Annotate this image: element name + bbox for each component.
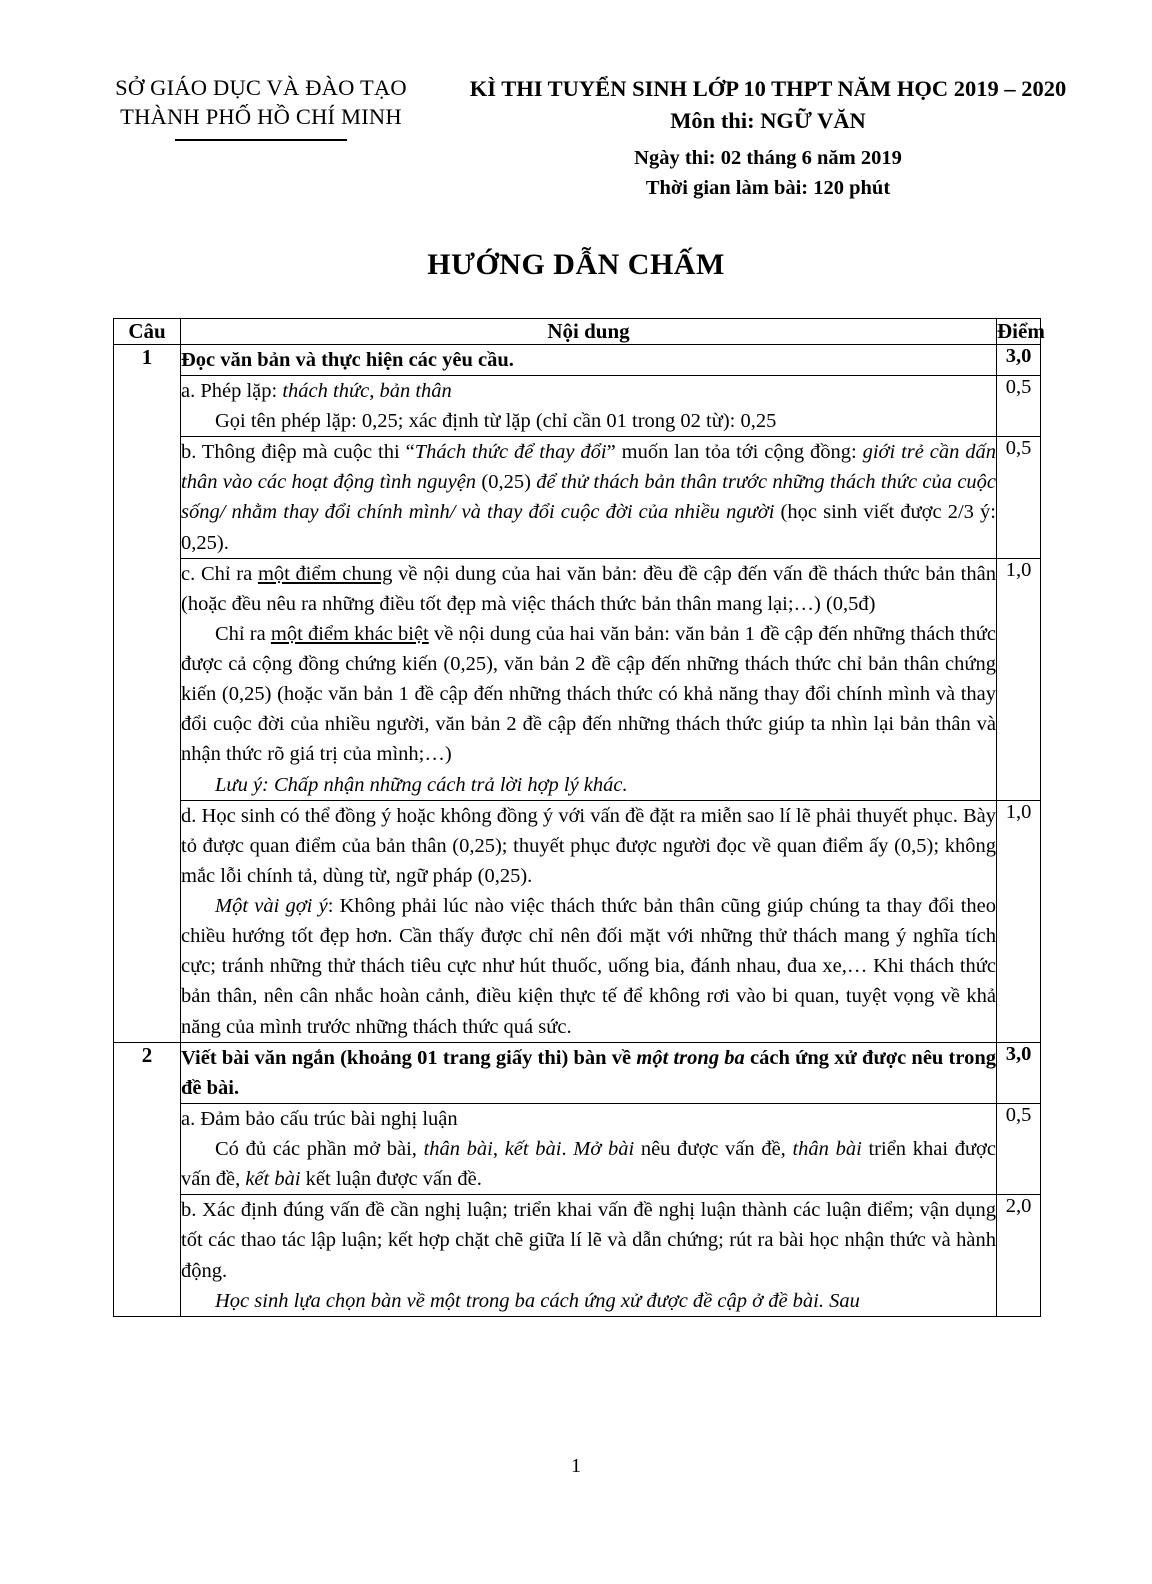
content-cell-q1-a	[181, 375, 997, 436]
grading-table-wrapper	[0, 318, 1152, 1317]
column-header-cau: Câu	[114, 318, 181, 344]
content-paragraph: a. Phép lặp: thách thức, bản thân	[181, 379, 452, 402]
content-cell-q2-title	[181, 1042, 997, 1103]
content-paragraph: c. Chỉ ra một điểm chung về nội dung của hai văn bản: đều đề cập đến vấn đề thách thức bản thân (hoặc đều nêu ra những điều tốt đẹp mà việc thách thức bản thân mang lại;…) (0,5đ)	[181, 562, 996, 615]
question-number-cell: 2	[114, 1042, 181, 1316]
content-paragraph: Đọc văn bản và thực hiện các yêu cầu.	[181, 348, 514, 371]
authority-underline-rule	[175, 139, 347, 141]
score-cell-q1-title: 3,0	[997, 344, 1041, 375]
authority-line-1: SỞ GIÁO DỤC VÀ ĐÀO TẠO	[115, 75, 407, 100]
table-row	[114, 1195, 1041, 1317]
grading-table	[113, 318, 1045, 1317]
content-paragraph: d. Học sinh có thể đồng ý hoặc không đồng ý với vấn đề đặt ra miễn sao lí lẽ phải thuyết phục. Bày tỏ được quan điểm của bản thân (0,25); thuyết phục được người đọc về quan điểm ấy (0,5); không mắc lỗi chính tả, dùng từ, ngữ pháp (0,25).	[181, 804, 996, 887]
content-paragraph: b. Xác định đúng vấn đề cần nghị luận; triển khai vấn đề nghị luận thành các luận điểm; vận dụng tốt các thao tác lập luận; kết hợp chặt chẽ giữa lí lẽ và dẫn chứng; rút ra bài học nhận thức và hành động.	[181, 1199, 996, 1282]
table-row	[114, 1103, 1041, 1194]
content-cell-q2-a	[181, 1103, 997, 1194]
score-cell-q2-a: 0,5	[997, 1103, 1041, 1194]
issuing-authority-block	[96, 74, 426, 141]
content-paragraph: Gọi tên phép lặp: 0,25; xác định từ lặp (chỉ cần 01 trong 02 từ): 0,25	[215, 410, 777, 433]
exam-title-line: KÌ THI TUYỂN SINH LỚP 10 THPT NĂM HỌC 2019 – 2020	[469, 76, 1067, 101]
content-paragraph: Viết bài văn ngắn (khoảng 01 trang giấy thi) bàn về một trong ba cách ứng xử được nêu trong đề bài.	[181, 1046, 996, 1099]
table-row	[114, 1042, 1041, 1103]
table-row	[114, 558, 1041, 800]
score-cell-q1-d: 1,0	[997, 800, 1041, 1042]
score-cell-q1-c: 1,0	[997, 558, 1041, 800]
table-header-row	[114, 318, 1041, 344]
content-paragraph: Có đủ các phần mở bài, thân bài, kết bài. Mở bài nêu được vấn đề, thân bài triển khai được vấn đề, kết bài kết luận được vấn đề.	[181, 1138, 996, 1191]
column-header-diem: Điểm	[997, 318, 1045, 343]
content-paragraph: Lưu ý: Chấp nhận những cách trả lời hợp lý khác.	[215, 773, 628, 796]
content-cell-q1-title	[181, 344, 997, 375]
content-paragraph: Một vài gợi ý: Không phải lúc nào việc thách thức bản thân cũng giúp chúng ta thay đổi theo chiều hướng tốt đẹp hơn. Cần thấy được chỉ nên đối mặt với những thử thách mang ý nghĩa tích cực; tránh những thử thách tiêu cực như hút thuốc, uống bia, đánh nhau, đua xe,… Khi thách thức bản thân, nên cân nhắc hoàn cảnh, điều kiện thực tế để không rơi vào bi quan, tuyệt vọng về khả năng của mình trước những thách thức quá sức.	[181, 895, 996, 1038]
column-header-noi-dung: Nội dung	[181, 318, 997, 344]
content-paragraph: b. Thông điệp mà cuộc thi “Thách thức để thay đổi” muốn lan tỏa tới cộng đồng: giới trẻ cần dấn thân vào các hoạt động tình nguyện (0,25) để thử thách bản thân trước những thách thức của cuộc sống/ nhằm thay đổi chính mình/ và thay đổi cuộc đời của nhiều người (học sinh viết được 2/3 ý: 0,25).	[181, 441, 997, 554]
question-number-cell: 1	[114, 344, 181, 1042]
page-title: HƯỚNG DẪN CHẤM	[427, 247, 725, 281]
document-header	[0, 0, 1152, 202]
score-cell-q1-a: 0,5	[997, 375, 1041, 436]
table-body	[114, 344, 1041, 1316]
table-row	[114, 344, 1041, 375]
table-row	[114, 800, 1041, 1042]
content-cell-q2-b	[181, 1195, 997, 1317]
score-cell-q2-b: 2,0	[997, 1195, 1041, 1317]
exam-duration-line: Thời gian làm bài: 120 phút	[645, 177, 891, 200]
exam-info-block	[426, 74, 1092, 202]
page-number: 1	[571, 1455, 581, 1477]
content-cell-q1-d	[181, 800, 997, 1042]
content-paragraph: Học sinh lựa chọn bàn về một trong ba cách ứng xử được đề cập ở đề bài. Sau	[215, 1289, 860, 1312]
table-header	[114, 318, 1045, 344]
score-cell-q1-b: 0,5	[997, 437, 1041, 559]
authority-line-2: THÀNH PHỐ HỒ CHÍ MINH	[120, 103, 402, 129]
table-row	[114, 375, 1041, 436]
table-row	[114, 437, 1041, 559]
content-paragraph: a. Đảm bảo cấu trúc bài nghị luận	[181, 1107, 458, 1130]
exam-subject-line: Môn thi: NGỮ VĂN	[670, 108, 866, 134]
content-cell-q1-c	[181, 558, 997, 800]
exam-date-line: Ngày thi: 02 tháng 6 năm 2019	[634, 146, 902, 169]
score-cell-q2-title: 3,0	[997, 1042, 1041, 1103]
page-footer	[0, 1455, 1152, 1478]
content-cell-q1-b	[181, 437, 997, 559]
content-paragraph: Chỉ ra một điểm khác biệt về nội dung của hai văn bản: văn bản 1 đề cập đến những thách thức được cả cộng đồng chứng kiến (0,25), văn bản 2 đề cập đến những thách thức chỉ bản thân chứng kiến (0,25) (hoặc văn bản 1 đề cập đến những thách thức có khả năng thay đổi chính mình và thay đổi cuộc đời của nhiều người, văn bản 2 đề cập đến những thách thức giúp ta nhìn lại bản thân và nhận thức rõ giá trị của mình;…)	[181, 622, 997, 766]
